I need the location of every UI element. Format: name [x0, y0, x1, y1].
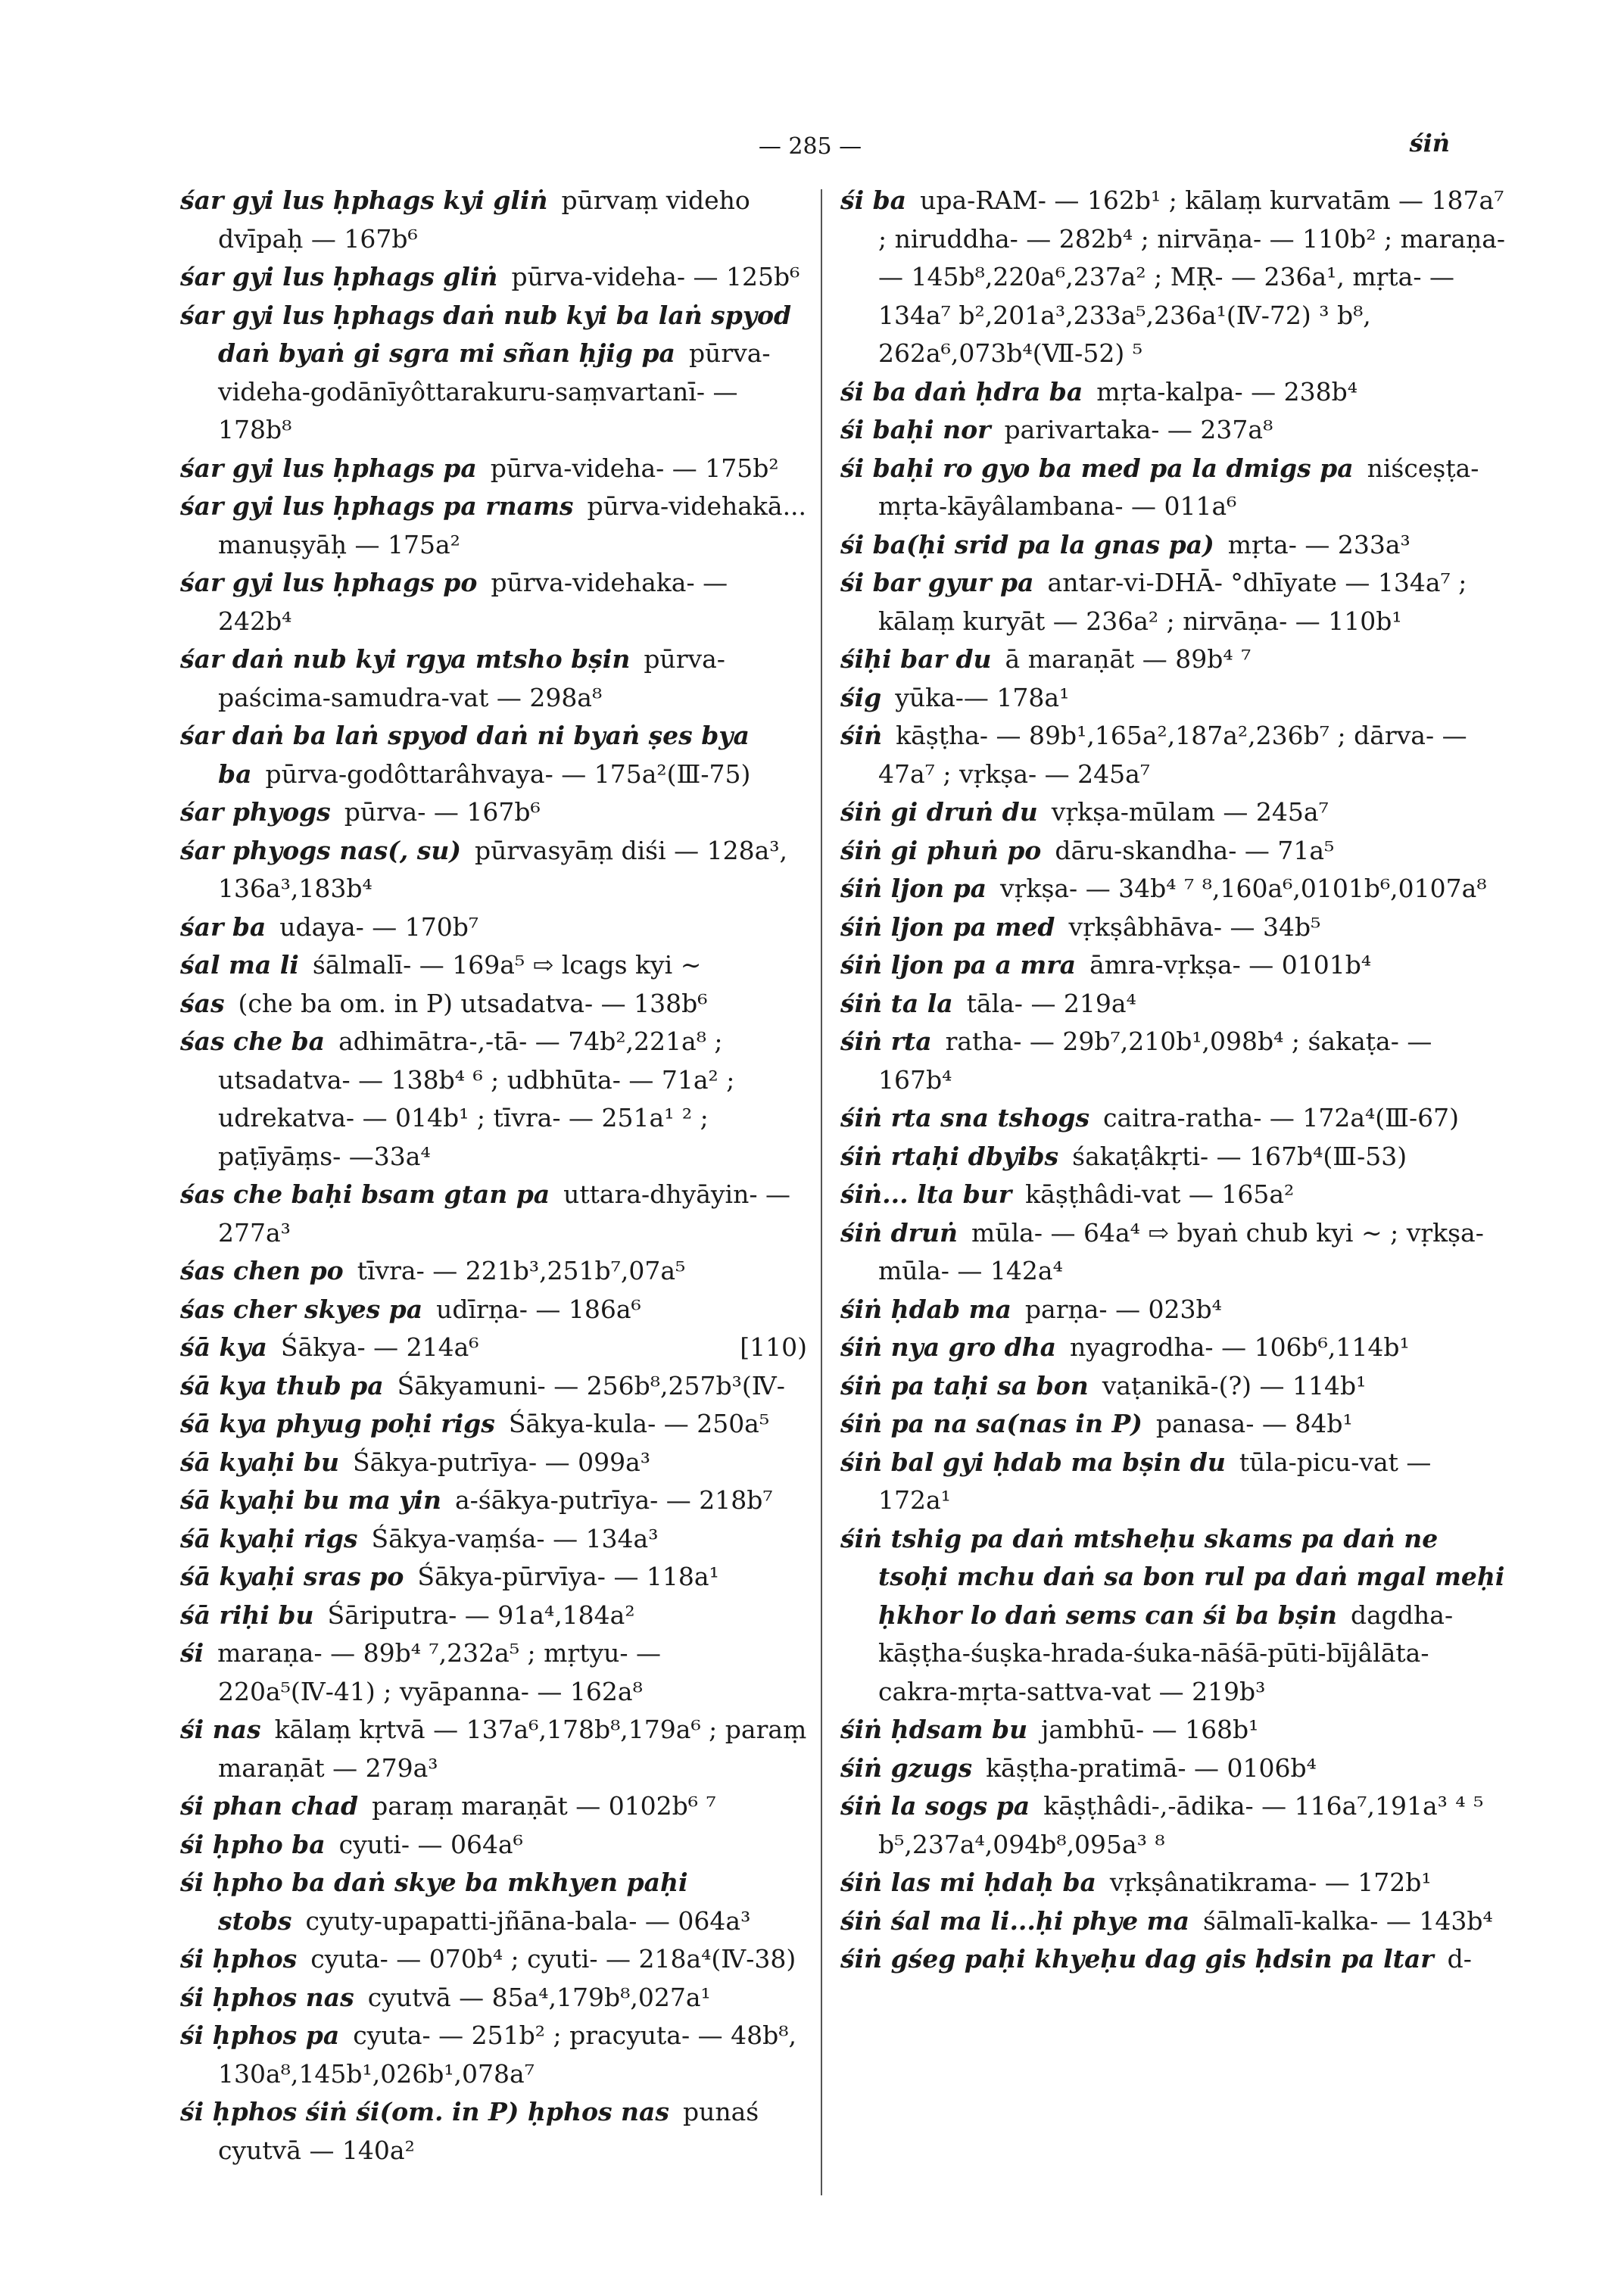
- entry-definition: cyuty-upapatti-jñāna-bala- — 064a³: [305, 1905, 751, 1936]
- entry-definition: ā maraṇāt — 89b⁴ ⁷: [1005, 644, 1252, 674]
- dictionary-entry: [180, 297, 807, 450]
- entry-definition: vṛkṣa-mūlam — 245a⁷: [1051, 797, 1329, 827]
- entry-definition: pūrvaṃ videho dvīpaḥ — 167b⁶: [218, 185, 750, 254]
- entry-headword: śiṅ bal gyi ḥdab ma bṣin du: [840, 1447, 1226, 1477]
- dictionary-entry: [180, 2017, 807, 2093]
- entry-definition: parivartaka- — 237a⁸: [1004, 415, 1273, 444]
- entry-definition: kālaṃ kṛtvā — 137a⁶,178b⁸,179a⁶ ; paraṃ maraṇāt — 279a³: [218, 1715, 807, 1783]
- entry-headword: śiṅ rta sna tshogs: [840, 1103, 1090, 1132]
- dictionary-entry: [840, 1214, 1507, 1291]
- entry-headword: śiṅ gi phuṅ po: [840, 835, 1042, 865]
- dictionary-entry: [840, 832, 1507, 871]
- entry-headword: śar daṅ nub kyi rgya mtsho bṣin: [180, 644, 631, 674]
- entry-headword: śar gyi lus ḥphags po: [180, 568, 478, 597]
- entry-headword: śar daṅ ba laṅ spyod daṅ ni byaṅ ṣes bya ba: [180, 721, 750, 789]
- entry-headword: śiṅ: [840, 721, 883, 750]
- dictionary-entry: [180, 1291, 807, 1329]
- entry-definition: d-: [1447, 1944, 1472, 1974]
- entry-headword: śiṅ ḥdab ma: [840, 1294, 1011, 1324]
- dictionary-entry: [840, 1711, 1507, 1749]
- entry-definition: Śākyamuni- — 256b⁸,257b³(Ⅳ-: [397, 1370, 785, 1400]
- dictionary-entry: [180, 1940, 807, 1979]
- entry-headword: śi ḥphos pa: [180, 2020, 340, 2050]
- entry-definition: vṛkṣa- — 34b⁴ ⁷ ⁸,160a⁶,0101b⁶,0107a⁸: [1000, 874, 1487, 903]
- dictionary-entry: [180, 1979, 807, 2017]
- dictionary-entry: [180, 258, 807, 297]
- entry-headword: śas cher skyes pa: [180, 1294, 423, 1324]
- entry-definition: pūrva-videha- — 175b²: [490, 453, 779, 483]
- entry-definition: tūla-picu-vat — 172a¹: [878, 1447, 1432, 1515]
- entry-headword: śiṅ gi druṅ du: [840, 797, 1038, 827]
- running-head: śiṅ: [1409, 129, 1450, 157]
- entry-definition: tīvra- — 221b³,251b⁷,07a⁵: [357, 1256, 686, 1285]
- entry-definition: Śākya-pūrvīya- — 118a¹: [417, 1562, 719, 1591]
- dictionary-entry: [180, 1520, 807, 1559]
- entry-headword: śar gyi lus ḥphags kyi gliṅ: [180, 185, 548, 215]
- dictionary-entry: [840, 564, 1507, 640]
- entry-headword: śiṅ las mi ḥdaḥ ba: [840, 1868, 1096, 1897]
- entry-definition: panasa- — 84b¹: [1155, 1409, 1353, 1438]
- dictionary-entry: [840, 1749, 1507, 1788]
- dictionary-entry: [180, 1252, 807, 1291]
- entry-headword: śi ḥphos śiṅ śi(om. in P) ḥphos nas: [180, 2097, 669, 2126]
- dictionary-entry: [180, 1558, 807, 1597]
- entry-definition: śakaṭâkṛti- — 167b⁴(Ⅲ-53): [1072, 1141, 1407, 1171]
- entry-definition: cyutvā — 85a⁴,179b⁸,027a¹: [367, 1982, 711, 2012]
- dictionary-entry: [840, 450, 1507, 526]
- entry-definition: pūrva-videhakā... manuṣyāḥ — 175a²: [218, 491, 807, 559]
- dictionary-entry: [840, 1367, 1507, 1406]
- entry-headword: śar phyogs: [180, 797, 331, 827]
- entry-headword: śā kya phyug poḥi rigs: [180, 1409, 495, 1438]
- entry-definition: cyuti- — 064a⁶: [338, 1829, 523, 1859]
- dictionary-entry: [840, 1902, 1507, 1941]
- entry-definition: upa-RAM- — 162b¹ ; kālaṃ kurvatām — 187a⁷ ; niruddha- — 282b⁴ ; nirvāṇa- — 110b² ; maraṇa- — 145b⁸,220a⁶,237a² ; MṚ- — 236a¹, mṛta- — 134a⁷ b²,201a³,233a⁵,236a¹(Ⅳ-72) ³ b⁸, 262a⁶,073b⁴(Ⅶ-52) ⁵: [878, 185, 1506, 368]
- dictionary-entry: [180, 1176, 807, 1252]
- dictionary-entry: [180, 1405, 807, 1444]
- entry-definition: paraṃ maraṇāt — 0102b⁶ ⁷: [372, 1791, 716, 1821]
- entry-definition: ratha- — 29b⁷,210b¹,098b⁴ ; śakaṭa- — 167b⁴: [878, 1027, 1432, 1095]
- dictionary-entry: [840, 717, 1507, 793]
- entry-definition: śālmalī- — 169a⁵ ⇨ lcags kyi ∼: [312, 950, 702, 980]
- entry-headword: śiṅ pa taḥi sa bon: [840, 1370, 1089, 1400]
- entry-definition: Śākya- — 214a⁶: [280, 1332, 479, 1362]
- entry-definition: āmra-vṛkṣa- — 0101b⁴: [1089, 950, 1372, 980]
- entry-headword: śā kyaḥi bu: [180, 1447, 339, 1477]
- entry-headword: śar gyi lus ḥphags daṅ nub kyi ba laṅ spyod daṅ byaṅ gi sgra mi sñan ḥjig pa: [180, 300, 792, 368]
- entry-definition: antar-vi-DHĀ- °dhīyate — 134a⁷ ; kālaṃ kuryāt — 236a² ; nirvāṇa- — 110b¹: [878, 568, 1467, 636]
- entry-headword: śiṅ ḥdsam bu: [840, 1715, 1028, 1744]
- entry-definition: mūla- — 64a⁴ ⇨ byaṅ chub kyi ∼ ; vṛkṣa-mūla- — 142a⁴: [878, 1217, 1484, 1285]
- entry-definition: tāla- — 219a⁴: [966, 988, 1136, 1018]
- dictionary-entry: [840, 985, 1507, 1023]
- dictionary-entry: [840, 1444, 1507, 1520]
- entry-definition: udīrṇa- — 186a⁶: [436, 1294, 641, 1324]
- entry-definition: pūrva-godôttarâhvaya- — 175a²(Ⅲ-75): [265, 759, 751, 789]
- entry-headword: śi baḥi ro gyo ba med pa la dmigs pa: [840, 453, 1354, 483]
- dictionary-entry: [180, 717, 807, 793]
- entry-headword: śi ḥphos: [180, 1944, 298, 1974]
- dictionary-entry: [840, 373, 1507, 412]
- dictionary-entry: [180, 1864, 807, 1940]
- entry-headword: śiṅ la sogs pa: [840, 1791, 1030, 1821]
- dictionary-entry: [180, 1787, 807, 1826]
- entry-headword: śiṅ śal ma li...ḥi phye ma: [840, 1905, 1189, 1936]
- entry-headword: śiṅ ljon pa med: [840, 911, 1055, 942]
- entry-headword: śā riḥi bu: [180, 1600, 314, 1630]
- dictionary-entry: [840, 640, 1507, 679]
- entry-headword: śi ba(ḥi srid pa la gnas pa): [840, 529, 1214, 559]
- entry-headword: śiṅ gzugs: [840, 1752, 973, 1783]
- entry-headword: śal ma li: [180, 950, 299, 980]
- entry-definition: pūrva-videha-godānīyôttarakuru-saṃvartanī- — 178b⁸: [218, 338, 771, 444]
- entry-headword: śiṅ... lta bur: [840, 1179, 1012, 1209]
- dictionary-entry: [180, 793, 807, 832]
- dictionary-entry: [840, 1099, 1507, 1138]
- entry-definition: udaya- — 170b⁷: [279, 911, 479, 942]
- entry-definition: (che ba om. in P) utsadatva- — 138b⁶: [238, 988, 708, 1018]
- entry-headword: śig: [840, 682, 882, 712]
- dictionary-entry: [840, 1138, 1507, 1176]
- entry-headword: śas che ba: [180, 1027, 326, 1056]
- page-number: — 285 —: [758, 133, 862, 160]
- dictionary-entry: [180, 182, 807, 258]
- dictionary-entry: [840, 1940, 1507, 1979]
- dictionary-entry: [180, 1597, 807, 1635]
- dictionary-entry: [180, 2093, 807, 2170]
- entry-headword: śi nas: [180, 1715, 261, 1744]
- entry-headword: śi bar gyur pa: [840, 568, 1034, 597]
- entry-headword: śiṅ pa na sa(nas in P): [840, 1409, 1142, 1438]
- dictionary-entry: [180, 908, 807, 947]
- dictionary-entry: [840, 908, 1507, 947]
- entry-definition: niśceṣṭa-mṛta-kāyâlambana- — 011a⁶: [878, 453, 1479, 521]
- entry-definition: uttara-dhyāyin- — 277a³: [218, 1179, 790, 1248]
- entry-headword: śiṅ rta: [840, 1027, 932, 1056]
- entry-definition: cyuta- — 251b² ; pracyuta- — 48b⁸, 130a⁸,145b¹,026b¹,078a⁷: [218, 2020, 796, 2089]
- entry-definition: punaś cyutvā — 140a²: [218, 2097, 759, 2165]
- dictionary-entry: [840, 870, 1507, 908]
- entry-definition: pūrva-videhaka- — 242b⁴: [218, 568, 728, 636]
- dictionary-entry: [840, 1291, 1507, 1329]
- entry-definition: cyuta- — 070b⁴ ; cyuti- — 218a⁴(Ⅳ-38): [310, 1944, 796, 1974]
- entry-headword: śi ba daṅ ḥdra ba: [840, 376, 1083, 407]
- entry-definition: mṛta- — 233a³: [1227, 529, 1410, 559]
- entry-headword: śar gyi lus ḥphags pa rnams: [180, 491, 574, 521]
- dictionary-entry: [840, 1329, 1507, 1367]
- entry-definition: Śākya-kula- — 250a⁵: [508, 1409, 770, 1438]
- entry-headword: śā kyaḥi sras po: [180, 1562, 404, 1591]
- dictionary-entry: [840, 946, 1507, 985]
- entry-definition: pūrvasyāṃ diśi — 128a³, 136a³,183b⁴: [218, 835, 788, 903]
- dictionary-entry: [840, 1520, 1507, 1712]
- dictionary-entry: [840, 182, 1507, 373]
- entry-definition: kāṣṭhâdi-vat — 165a²: [1025, 1179, 1295, 1209]
- entry-definition: śālmalī-kalka- — 143b⁴: [1202, 1905, 1493, 1936]
- entry-definition: pūrva-videha- — 125b⁶: [511, 262, 800, 291]
- dictionary-entry: [840, 411, 1507, 450]
- entry-definition: caitra-ratha- — 172a⁴(Ⅲ-67): [1103, 1103, 1459, 1132]
- dictionary-entry: [180, 640, 807, 717]
- entry-definition: kāṣṭhâdi-,-ādika- — 116a⁷,191a³ ⁴ ⁵ b⁵,237a⁴,094b⁸,095a³ ⁸: [878, 1791, 1484, 1859]
- entry-definition: kāṣṭha- — 89b¹,165a²,187a²,236b⁷ ; dārva- — 47a⁷ ; vṛkṣa- — 245a⁷: [878, 721, 1467, 789]
- entry-definition: pūrva- — 167b⁶: [344, 797, 541, 827]
- entry-definition: vṛkṣânatikrama- — 172b¹: [1109, 1868, 1432, 1897]
- dictionary-entry: [180, 1023, 807, 1176]
- entry-definition: yūka-— 178a¹: [895, 682, 1070, 712]
- dictionary-entry: [180, 1481, 807, 1520]
- dictionary-entry: [180, 1826, 807, 1865]
- dictionary-entry: [180, 488, 807, 564]
- entry-definition: Śākya-vaṃśa- — 134a³: [371, 1523, 659, 1553]
- entry-headword: śiṅ ta la: [840, 988, 953, 1018]
- entry-headword: śar gyi lus ḥphags gliṅ: [180, 262, 498, 291]
- entry-headword: śas chen po: [180, 1256, 344, 1285]
- entry-definition: dagdha-kāṣṭha-śuṣka-hrada-śuka-nāśā-pūti-bījâlāta-cakra-mṛta-sattva-vat — 219b³: [878, 1600, 1454, 1706]
- dictionary-entry: [180, 985, 807, 1023]
- entry-headword: śiṅ ljon pa a mra: [840, 950, 1077, 980]
- dictionary-entry: [840, 1787, 1507, 1864]
- entry-headword: śi ḥpho ba daṅ skye ba mkhyen paḥi stobs: [180, 1868, 688, 1936]
- entry-definition: dāru-skandha- — 71a⁵: [1055, 835, 1335, 865]
- dictionary-entry: [840, 1405, 1507, 1444]
- entry-headword: śiṅ druṅ: [840, 1217, 959, 1248]
- entry-headword: śā kya: [180, 1332, 267, 1362]
- entry-headword: śar phyogs nas(, su): [180, 835, 461, 865]
- entry-definition: parṇa- — 023b⁴: [1024, 1294, 1222, 1324]
- dictionary-entry: [180, 832, 807, 908]
- dictionary-entry: [840, 1023, 1507, 1099]
- entry-definition: mṛta-kalpa- — 238b⁴: [1096, 376, 1357, 407]
- dictionary-entry: [180, 1367, 807, 1406]
- entry-note: [110): [740, 1332, 807, 1362]
- entry-headword: śi ba: [840, 185, 907, 215]
- left-column: [180, 182, 807, 2170]
- entry-definition: a-śākya-putrīya- — 218b⁷: [454, 1485, 773, 1515]
- entry-headword: śi phan chad: [180, 1791, 359, 1821]
- entry-headword: śas: [180, 988, 225, 1018]
- entry-headword: śi: [180, 1638, 204, 1668]
- entry-definition: vṛkṣâbhāva- — 34b⁵: [1068, 911, 1321, 942]
- entry-headword: śar gyi lus ḥphags pa: [180, 453, 477, 483]
- entry-definition: pūrva-paścima-samudra-vat — 298a⁸: [218, 644, 725, 712]
- entry-headword: śā kyaḥi rigs: [180, 1523, 358, 1553]
- dictionary-entry: [840, 679, 1507, 718]
- entry-headword: śiṅ ljon pa: [840, 874, 987, 903]
- entry-definition: kāṣṭha-pratimā- — 0106b⁴: [986, 1752, 1317, 1783]
- entry-headword: śi ḥpho ba: [180, 1829, 326, 1859]
- dictionary-entry: [180, 564, 807, 640]
- dictionary-entry: [180, 1711, 807, 1787]
- dictionary-entry: [180, 1444, 807, 1482]
- entry-headword: śi ḥphos nas: [180, 1982, 354, 2012]
- column-divider: [821, 189, 822, 2195]
- dictionary-entry: [180, 946, 807, 985]
- entry-headword: śiḥi bar du: [840, 644, 992, 674]
- entry-definition: maraṇa- — 89b⁴ ⁷,232a⁵ ; mṛtyu- — 220a⁵(Ⅳ-41) ; vyāpanna- — 162a⁸: [217, 1638, 662, 1706]
- dictionary-entry: [840, 1864, 1507, 1902]
- dictionary-entry: [180, 450, 807, 488]
- dictionary-entry: [840, 526, 1507, 565]
- entry-headword: śas che baḥi bsam gtan pa: [180, 1179, 550, 1209]
- entry-definition: adhimātra-,-tā- — 74b²,221a⁸ ; utsadatva- — 138b⁴ ⁶ ; udbhūta- — 71a² ; udrekatva- — 014b¹ ; tīvra- — 251a¹ ² ; paṭīyāṃs- —33a⁴: [218, 1027, 735, 1171]
- entry-headword: śi baḥi nor: [840, 415, 991, 444]
- entry-definition: Śākya-putrīya- — 099a³: [352, 1447, 651, 1477]
- entry-headword: śā kyaḥi bu ma yin: [180, 1485, 441, 1515]
- dictionary-entry: [180, 1329, 807, 1367]
- entry-headword: śiṅ nya gro dha: [840, 1332, 1057, 1362]
- entry-headword: śā kya thub pa: [180, 1370, 384, 1400]
- right-column: [840, 182, 1507, 1979]
- entry-definition: Śāriputra- — 91a⁴,184a²: [327, 1600, 635, 1630]
- entry-headword: śiṅ rtaḥi dbyibs: [840, 1141, 1059, 1171]
- entry-headword: śiṅ tshig pa daṅ mtsheḥu skams pa daṅ ne tsoḥi mchu daṅ sa bon rul pa daṅ mgal meḥi ḥkhor lo daṅ sems can śi ba bṣin: [840, 1523, 1505, 1630]
- entry-definition: jambhū- — 168b¹: [1041, 1715, 1259, 1744]
- dictionary-entry: [840, 793, 1507, 832]
- entry-headword: śar ba: [180, 911, 267, 942]
- entry-headword: śiṅ gśeg paḥi khyeḥu dag gis ḥdsin pa ltar: [840, 1944, 1434, 1974]
- dictionary-entry: [840, 1176, 1507, 1214]
- entry-definition: nyagrodha- — 106b⁶,114b¹: [1070, 1332, 1410, 1362]
- entry-definition: vaṭanikā-(?) — 114b¹: [1102, 1370, 1367, 1400]
- dictionary-entry: [180, 1634, 807, 1711]
